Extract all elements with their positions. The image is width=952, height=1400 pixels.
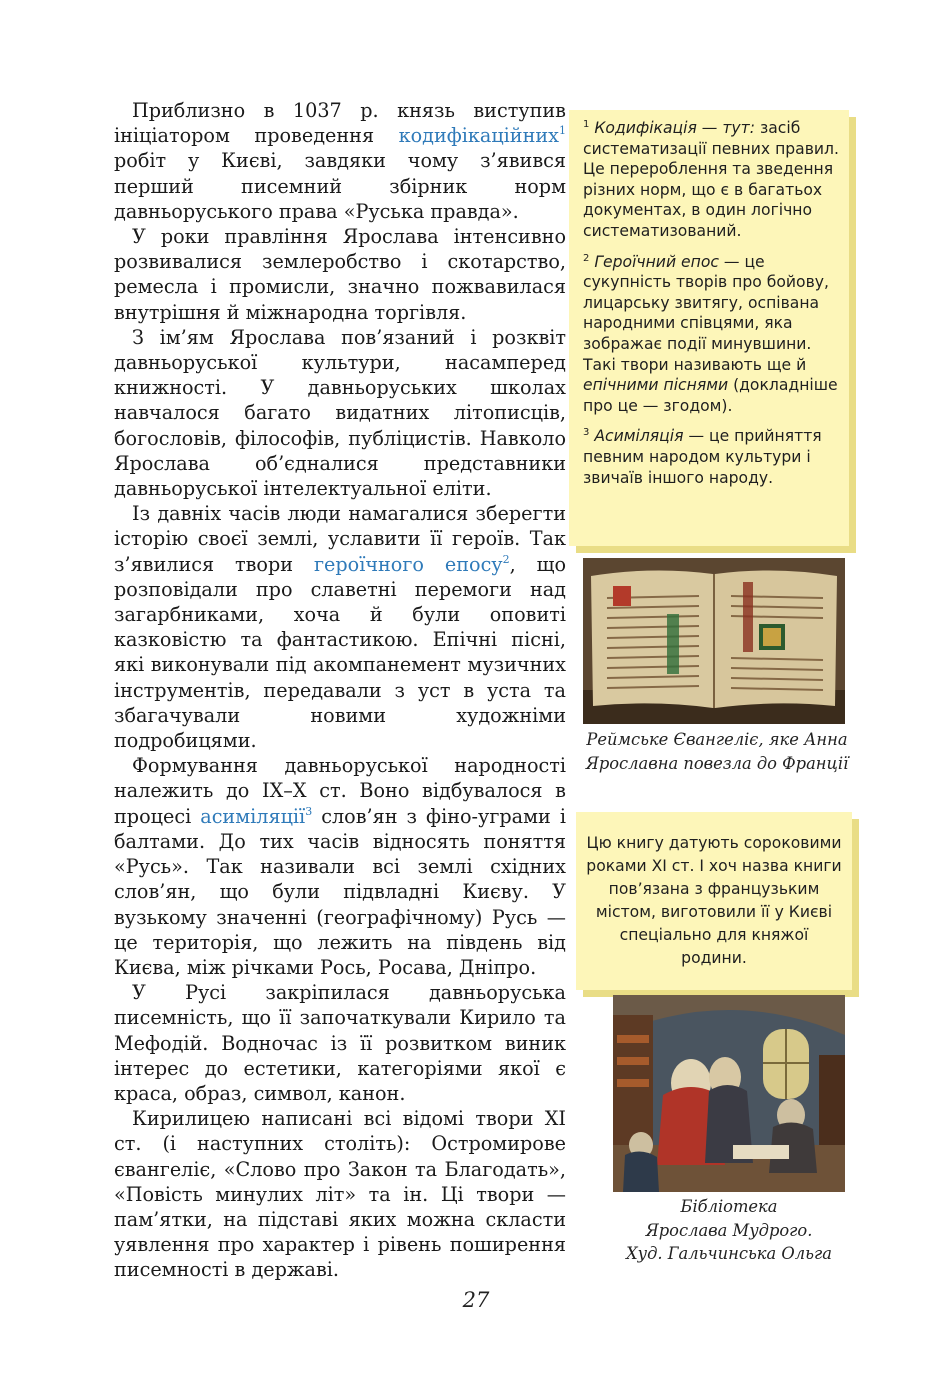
library-painting-illustration — [613, 995, 845, 1192]
paragraph-nationality: Формування давньоруської народності належить до IX–X ст. Воно відбувалося в процесі асиміляції$^3$ слов’ян з фіно-уграми і балтами. До тих часів відносять поняття «Русь». Так називали всі землі східних слов’ян, що були підвладні Києву. У вузькому значенні (географічному) Русь — це територія, що лежить на південь від Києва, між річками Рось, Росава, Дніпро. — [114, 754, 566, 979]
paragraph-codification: Приблизно в 1037 р. князь виступив ініціатором проведення кодифікаційних$^1$ робіт у Києві, завдяки чому з’явився перший писемний збірник норм давньоруського права «Руська правда». — [114, 99, 566, 223]
open-book-illustration — [583, 558, 845, 724]
term-link-epic[interactable]: героїчного епосу — [313, 552, 503, 576]
paragraph-cyrillic: Кирилицею написані всі відомі твори XI ст. (і наступних століть): Остромирове євангеліє, «Слово про Закон та Благодать», «Повість минулих літ» та ін. Ці твори — пам’ятки, на підставі яких можна скласти уявлення про характер і рівень поширення писемності в державі. — [114, 1107, 566, 1282]
paragraph-epic: Із давніх часів люди намагалися зберегти історію своєї землі, уславити її героїв. Так з’явилися твори героїчного епосу$^2$, що розповідали про славетні перемоги над загарбниками, хоча й були оповиті казковістю та фантастикою. Епічні пісні, які виконували під акомпанемент музичних інструментів, передавали з уст в уста та збагачували новими художніми подробицями. — [114, 502, 567, 753]
glossary-box — [569, 110, 849, 546]
fact-box: Цю книгу датують сороковими роками XI ст. І хоч назва книги пов’язана з французьким містом, виготовили її у Києві спеціально для княжої родини. — [576, 812, 852, 990]
glossary-entry-2: $^2$ Героїчний епос — це сукупність творів про бойову, лицарську звитягу, оспівана народними співцями, яка зображає події минувшини. Такі твори називають ще й епічними піснями (докладніше про це — згодом). — [583, 252, 838, 415]
main-text — [114, 98, 566, 1283]
image-caption-reims-gospel: Реймське Євангеліє, яке Анна Ярославна повезла до Франції — [585, 730, 849, 773]
paragraph-culture: З ім’ям Ярослава пов’язаний і розквіт давньоруської культури, насамперед книжності. У давньоруських школах навчалося багато видатних літописців, богословів, філософів, публіцистів. Навколо Ярослава об’єдналися представники давньоруської інтелектуальної еліти. — [114, 325, 566, 501]
paragraph-writing: У Русі закріпилася давньоруська писемність, що її започаткували Кирило та Мефодій. Водночас із її розвитком виник інтерес до естетики, категоріями якої є краса, образ, символ, канон. — [114, 981, 566, 1105]
paragraph-economy: У роки правління Ярослава інтенсивно розвивалися землеробство і скотарство, ремесла і промисли, значно пожвавилася внутрішня й міжнародна торгівля. — [114, 225, 566, 324]
footnote-ref-1: 1 — [559, 124, 566, 138]
footnote-ref-2: 2 — [502, 552, 510, 566]
footnote-ref-3: 3 — [305, 804, 313, 818]
glossary-entry-1: $^1$ Кодифікація — тут: засіб систематизації певних правил. Це перероблення та зведення різних норм, що є в багатьох документах, в один логічно систематизований. — [583, 119, 839, 240]
glossary-entry-3: $^3$ Асиміляція — це прийняття певним народом культури і звичаїв іншого народу. — [583, 427, 822, 487]
image-caption-library: Бібліотека Ярослава Мудрого. Худ. Гальчинська Ольга — [626, 1197, 832, 1263]
library-painting-image — [613, 995, 845, 1192]
term-link-assimilation[interactable]: асиміляції — [200, 804, 306, 828]
term-link-codification[interactable]: кодифікаційних — [398, 124, 559, 148]
reims-gospel-image — [583, 558, 845, 724]
page-number: 27 — [462, 1288, 490, 1312]
